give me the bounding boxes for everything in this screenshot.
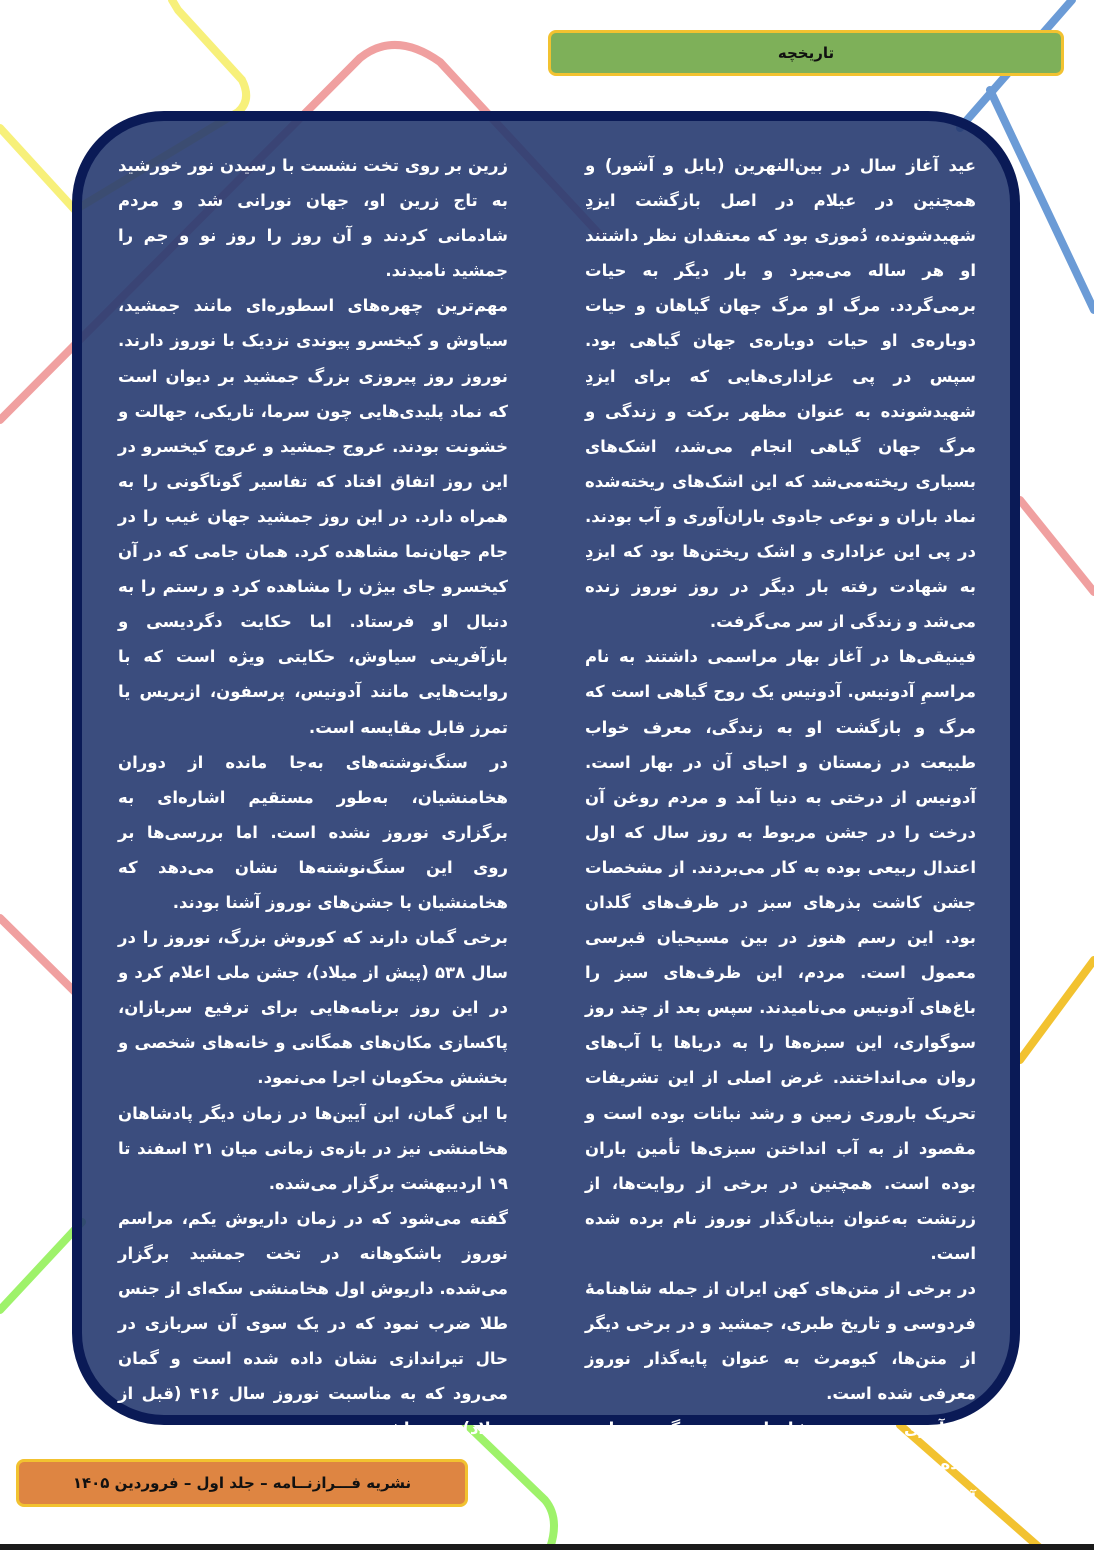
pink-deco-line-left [0, 918, 78, 995]
article-paragraph: در برخی از متن‌های کهن ایران از جمله شاهنامۀ فردوسی و تاریخ طبری، جمشید و در برخی دیگر از متن‌ها، کیومرث به عنوان پایه‌گذار نوروز معرفی شده است. [585, 1279, 976, 1404]
article-paragraph: زرین بر روی تخت نشست با رسیدن نور خورشید به تاج زرین او، جهان نورانی شد و مردم شادمانی کردند و آن روز را روز نو و جم را جمشید نامیدند. [118, 156, 508, 281]
article-paragraph: گفته می‌شود که در زمان داریوش یکم، مراسم نوروز باشکوهانه در تخت جمشید برگزار می‌شده. داریوش اول هخامنشی سکه‌ای از جنس طلا ضرب نمود که در یک سوی آن سربازی در حال تیراندازی نشان داده شده است و گمان می‌رود که به مناسبت نوروز سال ۴۱۶ (قبل از میلاد) بوده باشد. [118, 1208, 508, 1439]
green-deco-line [0, 1222, 82, 1310]
article-column-left [118, 148, 508, 1446]
article-paragraph: فینیقی‌ها در آغاز بهار مراسمی داشتند به نام مراسمِ آدونیس. آدونیس یک روح گیاهی است که مرگ و بازگشت او به زندگی، معرف خواب طبیعت در زمستان و احیای آن در بهار است. آدونیس از درختی به دنیا آمد و مردم روغن آن درخت را در جشن مربوط به روز سال که اول اعتدال ربیعی بوده به کار می‌بردند. از مشخصات جشن کاشت بذرهای سبز در ظرف‌های گلدان بود. این رسم هنوز در بین مسیحیان قبرسی معمول است. مردم، این ظرف‌های سبز را باغ‌های آدونیس می‌نامیدند. سپس بعد از چند روز سوگواری، این سبزه‌ها را به دریاها یا آب‌های روان می‌انداختند. غرض اصلی از این تشریفات تحریک باروری زمین و رشد نباتات بوده است و مقصود از به آب انداختن سبزی‌ها تأمین باران بوده است. همچنین در برخی از روایت‌ها، از زرتشت به‌عنوان بنیان‌گذار نوروز نام برده شده است. [585, 647, 976, 1263]
article-paragraph: پدیدآوری نوروز در شاهنامه، بدین گونه روایت شده است که: جم(یما) در حال گذشتن از آذربایجان، بر روی ارگ جمشید (تخت جمشید) فرود آمد و با تاجی [585, 1419, 976, 1544]
footer-tab [16, 1459, 468, 1507]
section-title: تاریخچه [777, 44, 835, 62]
article-column-right [585, 148, 976, 1552]
section-title-tab [548, 30, 1064, 76]
gold-deco-line [1020, 960, 1094, 1060]
bottom-edge-bar [0, 1544, 1094, 1550]
article-paragraph: در سنگ‌نوشته‌های به‌جا مانده از دوران هخامنشیان، به‌طور مستقیم اشاره‌ای به برگزاری نوروز نشده است. اما بررسی‌ها بر روی این سنگ‌نوشته‌ها نشان می‌دهد که هخامنشیان با جشن‌های نوروز آشنا بودند. [118, 752, 508, 912]
article-paragraph: مهم‌ترین چهره‌های اسطوره‌ای مانند جمشید، سیاوش و کیخسرو پیوندی نزدیک با نوروز دارند. نوروز روز پیروزی بزرگ جمشید بر دیوان است که نماد پلیدی‌هایی چون سرما، تاریکی، جهالت و خشونت بودند. عروج جمشید و عروج کیخسرو در این روز اتفاق افتاد که تفاسیر گوناگونی را به همراه دارد. در این روز جمشید جهان غیب را در جام جهان‌نما مشاهده کرد. همان جامی که در آن کیخسرو جای بیژن را مشاهده کرد و رستم را به دنبال او فرستاد. اما حکایت دگردیسی و بازآفرینی سیاوش، حکایتی ویژه است که با روایت‌هایی مانند آدونیس، پرسفون، ازیریس یا تمرز قابل مقایسه است. [118, 296, 508, 737]
article-paragraph: با این گمان، این آیین‌ها در زمان دیگر پادشاهان هخامنشی نیز در بازه‌ی زمانی میان ۲۱ اسفند تا ۱۹ اردیبهشت برگزار می‌شده. [118, 1103, 508, 1193]
footer-text: نشریه فـــرازنــامه – جلد اول – فروردین ۱۴۰۵ [72, 1474, 412, 1492]
pink-deco-line-right [1020, 500, 1094, 592]
article-paragraph: عید آغاز سال در بین‌النهرین (بابل و آشور) و همچنین در عیلام در اصل بازگشت ایزدِ شهیدشونده، دُموزی بود که معتقدان نظر داشتند او هر ساله می‌میرد و بار دیگر به حیات برمی‌گردد. مرگ او مرگ جهان گیاهان و حیات دوباره‌ی او حیات دوباره‌ی جهان گیاهی بود. سپس در پی عزاداری‌هایی که برای ایزدِ شهیدشونده به عنوان مظهر برکت و زندگی و مرگ جهان گیاهی انجام می‌شد، اشک‌های بسیاری ریخته‌می‌شد که این اشک‌های ریخته‌شده نماد باران و نوعی جادوی باران‌آوری و آب بودند. در پی این عزاداری و اشک ریختن‌ها بود که ایزدِ به شهادت رفته بار دیگر در روز نوروز زنده می‌شد و زندگی از سر می‌گرفت. [585, 156, 976, 632]
article-paragraph: برخی گمان دارند که کوروش بزرگ، نوروز را در سال ۵۳۸ (پیش از میلاد)، جشن ملی اعلام کرد و در این روز برنامه‌هایی برای ترفیع سربازان، پاکسازی مکان‌های همگانی و خانه‌های شخصی و بخشش محکومان اجرا می‌نمود. [118, 928, 509, 1088]
